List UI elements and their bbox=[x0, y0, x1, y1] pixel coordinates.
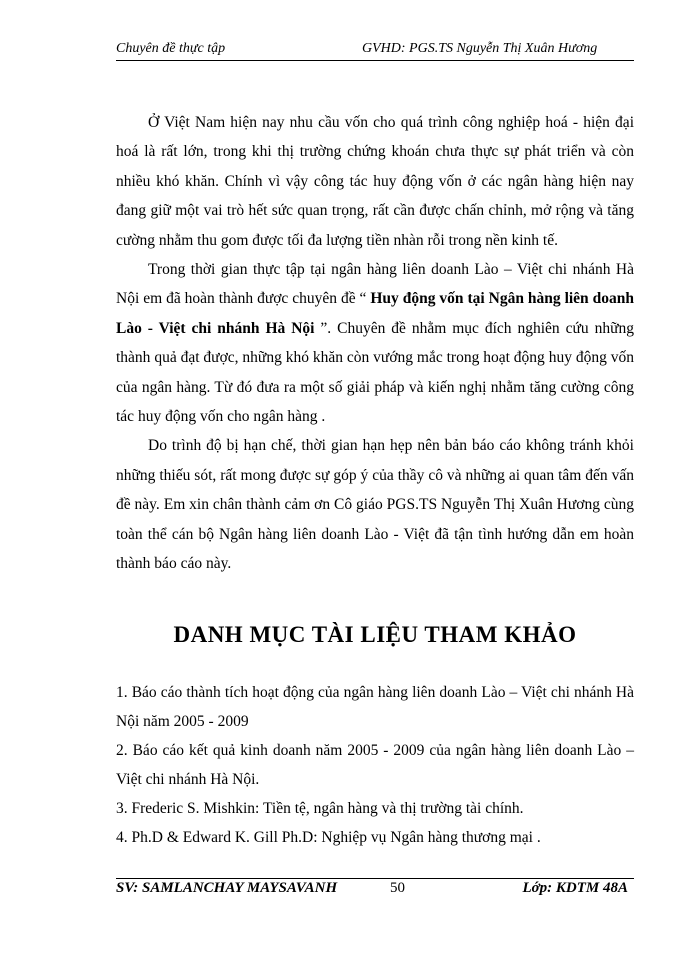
report-title: Huy động vốn tại Ngân hàng liên doanh Lào - Việt chi nhánh Hà Nội bbox=[116, 290, 634, 337]
paragraph-2-end: ”. Chuyên đề nhằm mục đích nghiên cứu những thành quả đạt được, những khó khăn còn vướng mắc trong hoạt động huy động vốn của ngân hàng. Từ đó đưa ra một số giải pháp và kiến nghị nhằm tăng cường công tác huy động vốn cho ngân hàng . bbox=[116, 319, 635, 426]
reference-item-2: 2. Báo cáo kết quả kinh doanh năm 2005 - 2009 của ngân hàng liên doanh Lào – Việt chi nhánh Hà Nội. bbox=[116, 742, 634, 788]
paragraph-1: Ở Việt Nam hiện nay nhu cầu vốn cho quá trình công nghiệp hoá - hiện đại hoá là rất lớn, trong khi thị trường chứng khoán chưa thực sự phát triển và còn nhiều khó khăn. Chính vì vậy công tác huy động vốn ở các ngân hàng hiện nay đang giữ một vai trò hết sức quan trọng, rất cần được chấn chỉnh, mở rộng và tăng cường nhằm thu gom được tối đa lượng tiền nhàn rỗi trong nền kinh tế. bbox=[116, 114, 634, 249]
footer-class: Lớp: KDTM 48A bbox=[522, 880, 628, 896]
paragraph-2 bbox=[116, 255, 634, 431]
page-footer bbox=[116, 880, 634, 904]
paragraph-2-start: Trong thời gian thực tập tại ngân hàng liên doanh Lào – Việt chi nhánh Hà Nội em đã hoàn thành được chuyên đề “ bbox=[116, 261, 634, 308]
header-topic: Chuyên đề thực tập bbox=[116, 41, 226, 56]
header-divider bbox=[116, 60, 634, 61]
body-text bbox=[116, 108, 634, 579]
page-number: 50 bbox=[390, 880, 405, 896]
reference-item-3: 3. Frederic S. Mishkin: Tiền tệ, ngân hàng và thị trường tài chính. bbox=[116, 800, 524, 817]
reference-item-4: 4. Ph.D & Edward K. Gill Ph.D: Nghiệp vụ Ngân hàng thương mại . bbox=[116, 829, 541, 846]
references-title: DANH MỤC TÀI LIỆU THAM KHẢO bbox=[173, 622, 577, 647]
page-header bbox=[116, 41, 634, 61]
references-list bbox=[116, 678, 634, 852]
header-advisor: GVHD: PGS.TS Nguyễn Thị Xuân Hương bbox=[362, 41, 598, 56]
paragraph-3: Do trình độ bị hạn chế, thời gian hạn hẹp nên bản báo cáo không tránh khỏi những thiếu sót, rất mong được sự góp ý của thầy cô và những ai quan tâm đến vấn đề này. Em xin chân thành cảm ơn Cô giáo PGS.TS Nguyễn Thị Xuân Hương cùng toàn thể cán bộ Ngân hàng liên doanh Lào - Việt đã tận tình hướng dẫn em hoàn thành báo cáo này. bbox=[116, 437, 634, 573]
reference-item-1: 1. Báo cáo thành tích hoạt động của ngân hàng liên doanh Lào – Việt chi nhánh Hà Nội năm 2005 - 2009 bbox=[116, 684, 634, 730]
footer-student: SV: SAMLANCHAY MAYSAVANH bbox=[116, 880, 338, 896]
footer-divider bbox=[116, 878, 634, 879]
